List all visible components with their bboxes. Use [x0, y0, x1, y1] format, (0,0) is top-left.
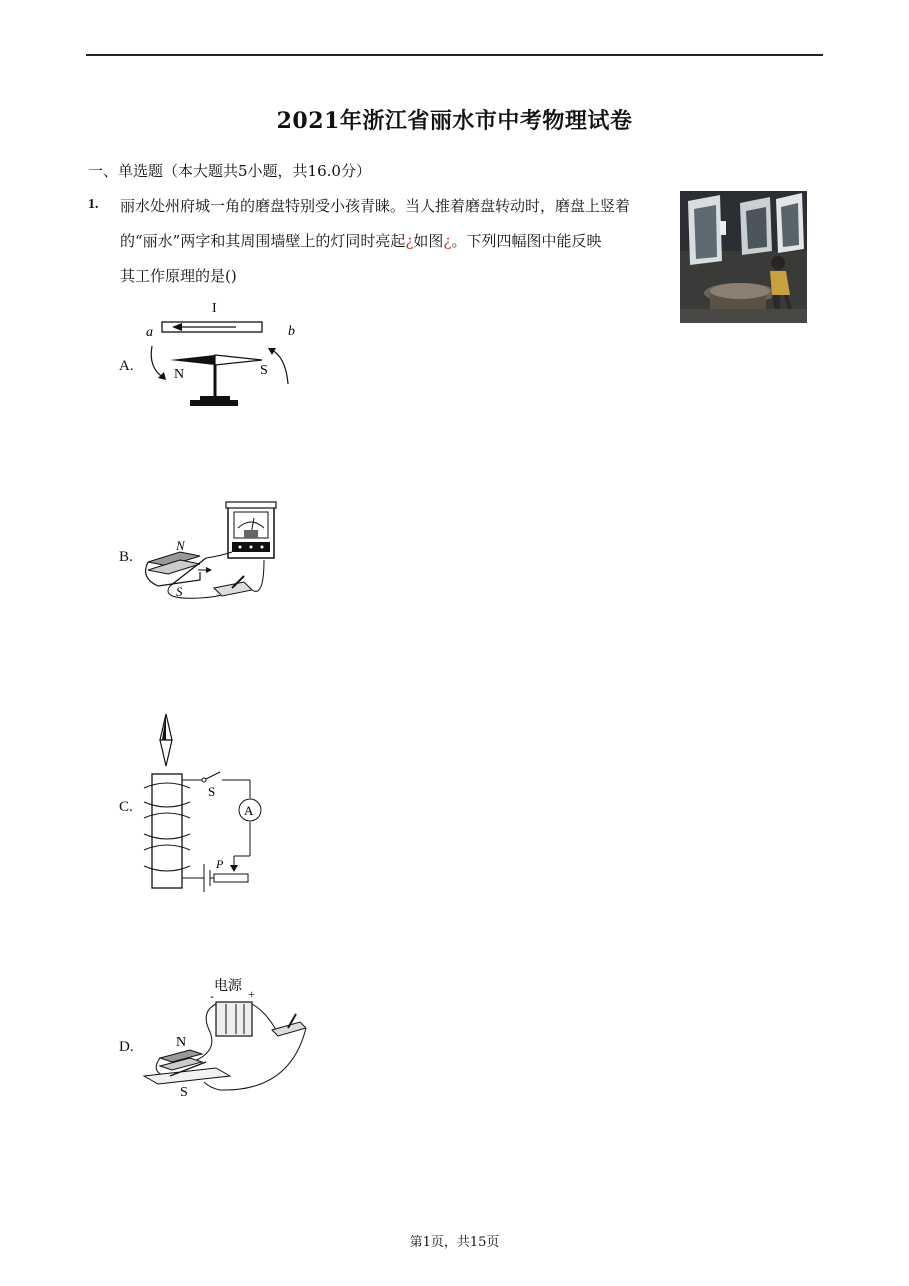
- option-c-label[interactable]: C.: [119, 799, 133, 815]
- ammeter-label: A: [244, 803, 254, 818]
- power-plus: +: [248, 987, 255, 1001]
- option-c-figure: [140, 712, 270, 892]
- page-footer: 第1页，共15页: [409, 1235, 500, 1250]
- option-d-label[interactable]: D.: [119, 1039, 134, 1055]
- option-a-label[interactable]: A.: [119, 358, 134, 374]
- option-b-figure: [140, 500, 300, 608]
- magnet-n-label: N: [176, 1035, 187, 1050]
- switch-label: S: [208, 784, 216, 799]
- needle-s-label: S: [260, 363, 268, 378]
- question-line-1: 丽水处州府城一角的磨盘特别受小孩青睐。当人推着磨盘转动时，磨盘上竖着: [120, 197, 631, 215]
- power-label: 电源: [214, 978, 242, 994]
- magnet-s-label: S: [180, 1085, 188, 1100]
- section-heading: 一、单选题（本大题共5小题，共16.0分）: [88, 162, 371, 180]
- option-d-figure: [140, 972, 315, 1100]
- wire-end-b: b: [288, 324, 295, 339]
- power-minus: -: [210, 989, 214, 1003]
- page-title: 2021年浙江省丽水市中考物理试卷: [276, 108, 633, 134]
- needle-n-label: N: [174, 367, 185, 382]
- question-line-3: 其工作原理的是(): [120, 267, 237, 285]
- option-b-label[interactable]: B.: [119, 549, 133, 565]
- current-label: I: [212, 301, 217, 316]
- question-number: 1.: [88, 197, 99, 212]
- magnet-n-label: N: [176, 538, 185, 553]
- header-rule: [86, 54, 823, 56]
- magnet-s-label: S: [176, 584, 183, 599]
- millstone-photo: [680, 191, 807, 323]
- wire-end-a: a: [146, 325, 153, 340]
- slider-label: P: [216, 857, 224, 871]
- question-line-2: 的“丽水”两字和其周围墙壁上的灯同时亮起¿如图¿。下列四幅图中能反映: [120, 232, 602, 250]
- option-a-figure: [140, 298, 310, 410]
